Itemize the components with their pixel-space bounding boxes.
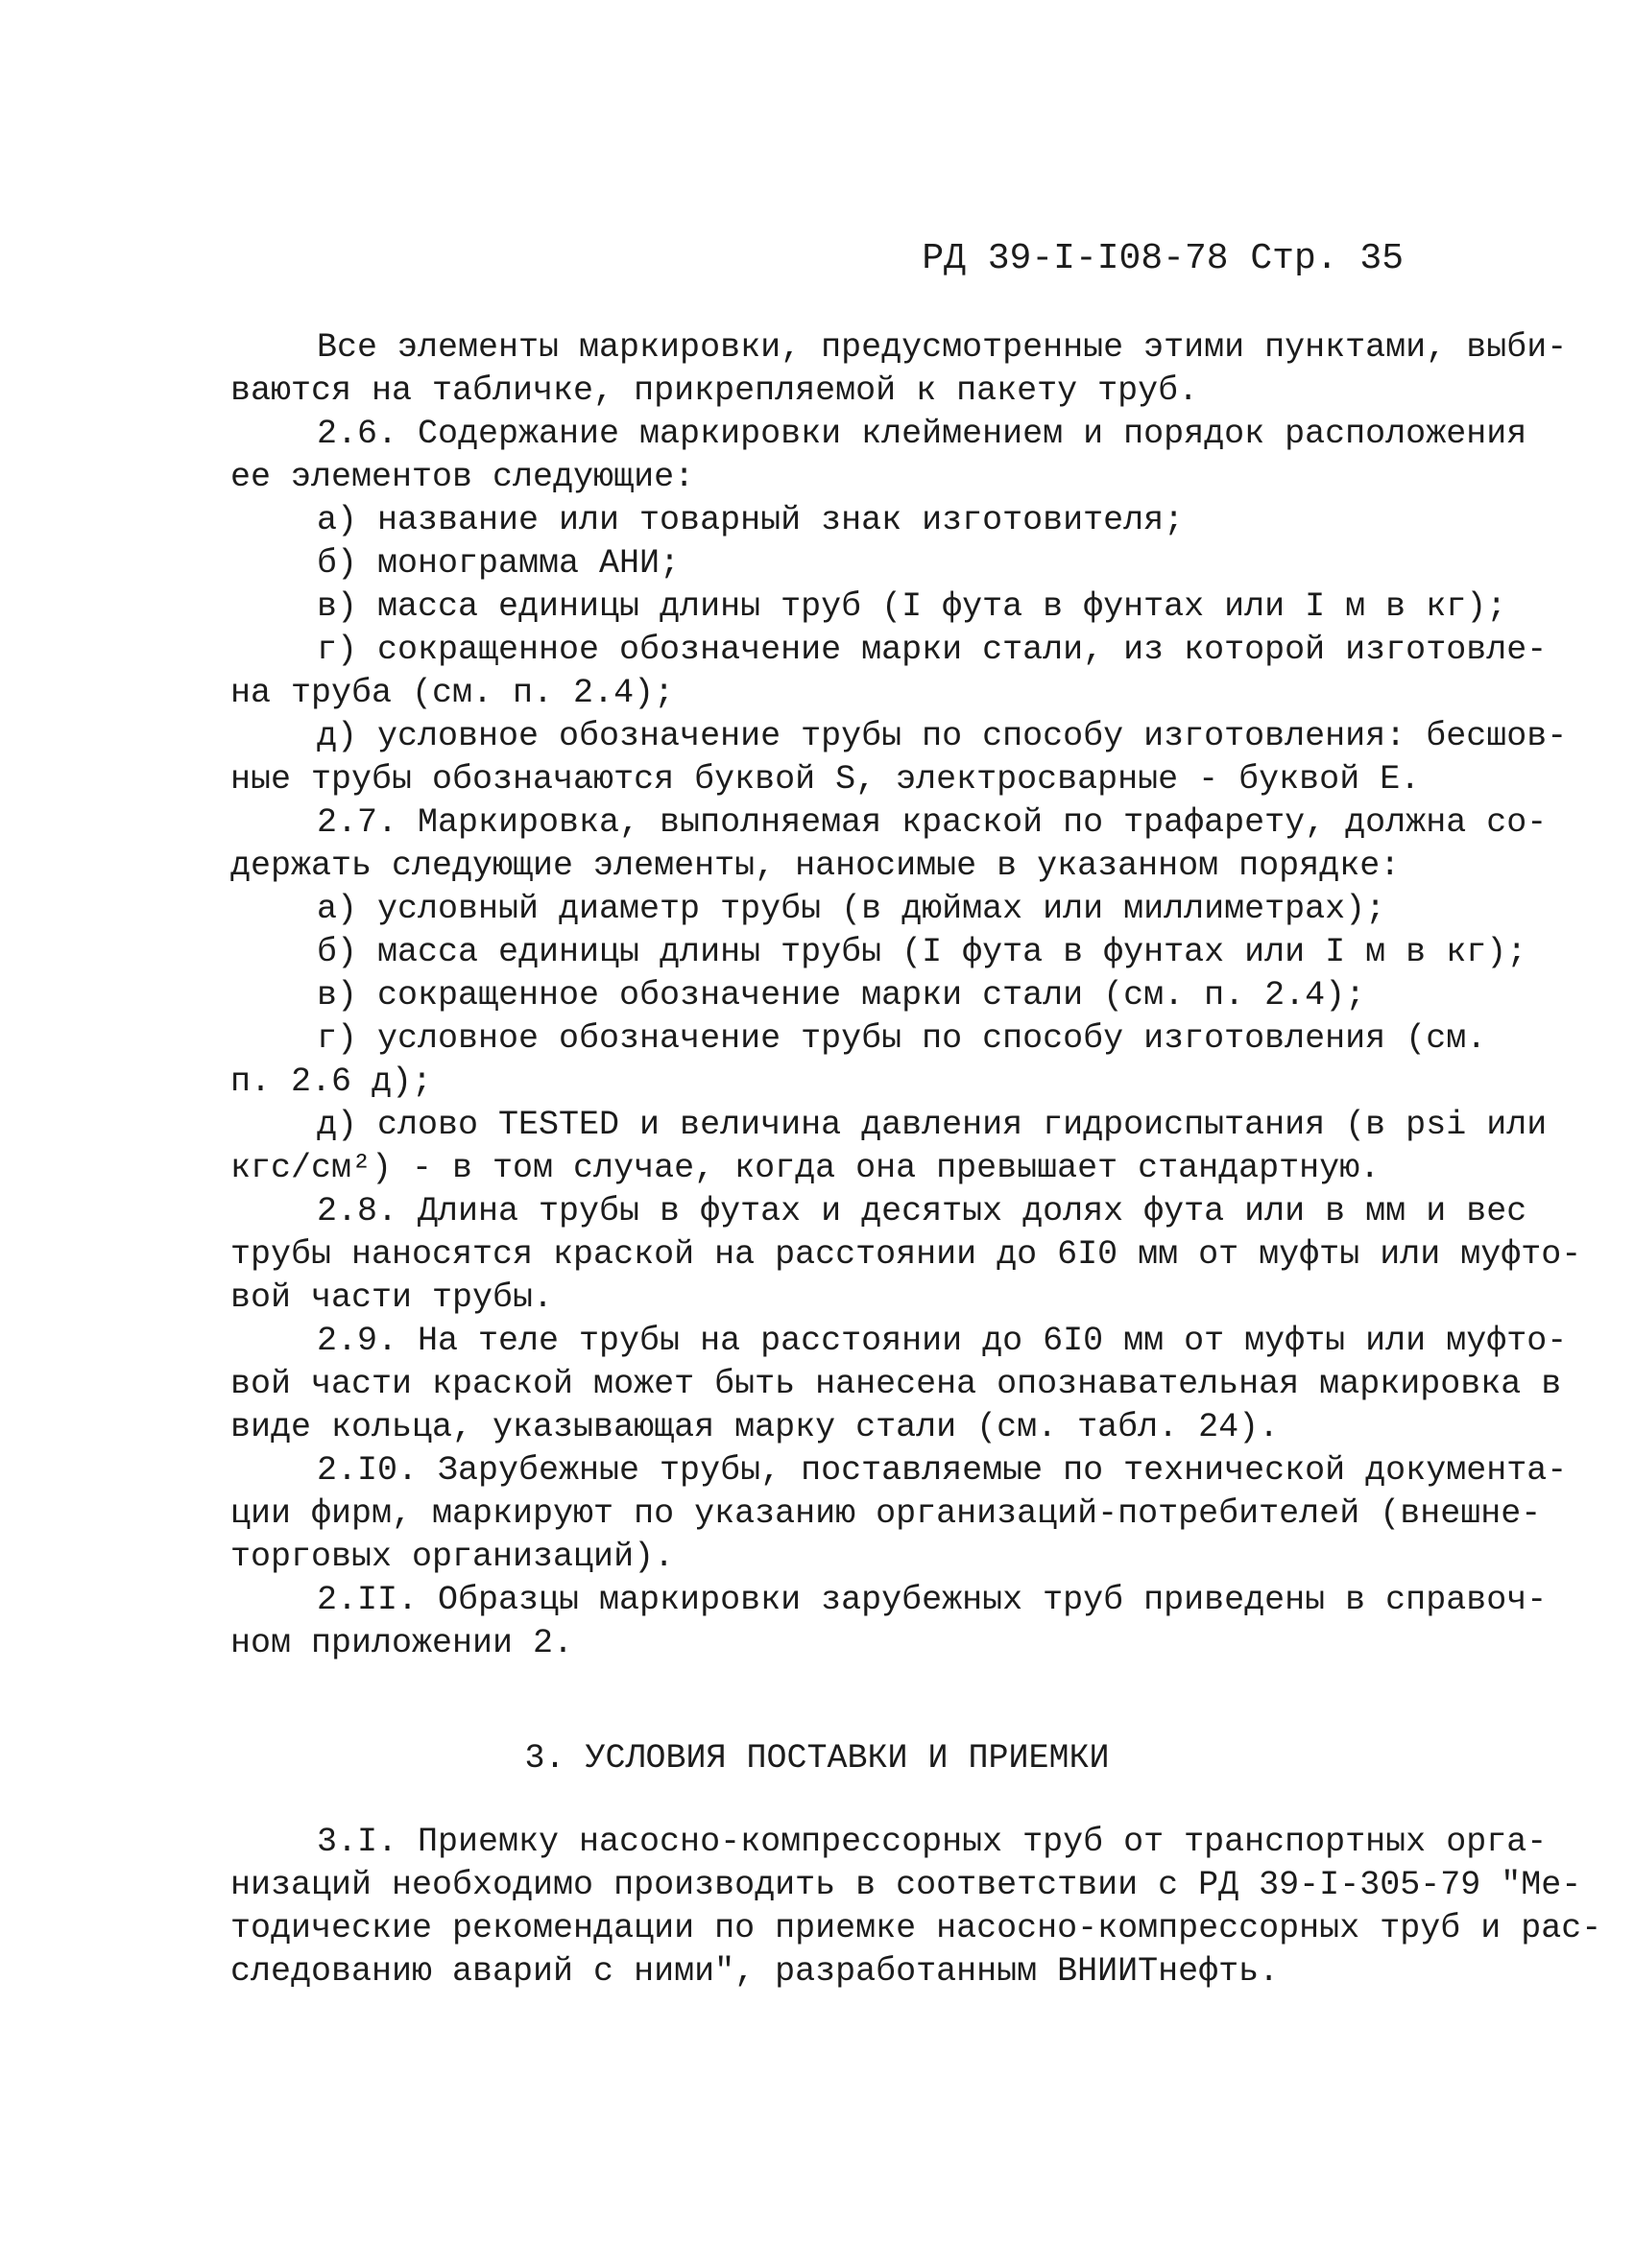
text-line: 2.9. На теле трубы на расстоянии до 6I0 мм от муфты или муфто- (317, 1322, 1568, 1360)
text-line: держать следующие элементы, наносимые в указанном порядке: (230, 847, 1401, 885)
text-line: в) масса единицы длины труб (I фута в фунтах или I м в кг); (317, 587, 1507, 626)
text-line: а) название или товарный знак изготовителя; (317, 501, 1185, 539)
text-line: 3.I. Приемку насосно-компрессорных труб от транспортных орга- (317, 1823, 1548, 1861)
text-line: торговых организаций). (230, 1538, 675, 1576)
text-line: ваются на табличке, прикрепляемой к пакету труб. (230, 371, 1199, 410)
text-line: п. 2.6 д); (230, 1062, 433, 1101)
text-line: 2.I0. Зарубежные трубы, поставляемые по технической документа- (317, 1451, 1568, 1490)
text-line: виде кольца, указывающая марку стали (см. табл. 24). (230, 1408, 1280, 1446)
text-line: д) условное обозначение трубы по способу изготовления: бесшов- (317, 717, 1568, 755)
text-line: в) сокращенное обозначение марки стали (см. п. 2.4); (317, 976, 1366, 1015)
text-line: г) условное обозначение трубы по способу изготовления (см. (317, 1019, 1487, 1058)
text-line: следованию аварий с ними", разработанным ВНИИТнефть. (230, 1952, 1280, 1991)
text-line: 2.8. Длина трубы в футах и десятых долях фута или в мм и вес (317, 1192, 1527, 1230)
text-line: вой части трубы. (230, 1278, 554, 1317)
text-line: б) масса единицы длины трубы (I фута в фунтах или I м в кг); (317, 933, 1527, 971)
section-3-text (230, 1821, 1602, 1993)
text-line: кгс/см²) - в том случае, когда она превышает стандартную. (230, 1149, 1381, 1187)
section-2-text (230, 326, 1582, 1665)
text-line: г) сокращенное обозначение марки стали, из которой изготовле- (317, 631, 1548, 669)
text-line: низаций необходимо производить в соответствии с РД 39-I-305-79 "Ме- (230, 1866, 1582, 1904)
text-line: тодические рекомендации по приемке насосно-компрессорных труб и рас- (230, 1909, 1602, 1947)
text-line: ции фирм, маркируют по указанию организаций-потребителей (внешне- (230, 1494, 1542, 1533)
text-line: ные трубы обозначаются буквой S, электросварные - буквой Е. (230, 760, 1421, 799)
text-line: вой части краской может быть нанесена опознавательная маркировка в (230, 1365, 1562, 1403)
text-line: Все элементы маркировки, предусмотренные этими пунктами, выби- (317, 328, 1568, 367)
text-line: а) условный диаметр трубы (в дюймах или миллиметрах); (317, 890, 1386, 928)
section-3-title: 3. УСЛОВИЯ ПОСТАВКИ И ПРИЕМКИ (524, 1739, 1110, 1778)
text-line: ном приложении 2. (230, 1624, 574, 1662)
text-line: трубы наносятся краской на расстоянии до 6I0 мм от муфты или муфто- (230, 1235, 1582, 1274)
text-line: 2.II. Образцы маркировки зарубежных труб приведены в справоч- (317, 1581, 1548, 1619)
text-line: 2.6. Содержание маркировки клеймением и порядок расположения (317, 415, 1527, 453)
text-line: на труба (см. п. 2.4); (230, 674, 675, 712)
text-line: б) монограмма АНИ; (317, 544, 681, 583)
page-header: РД 39-I-I08-78 Стр. 35 (922, 238, 1404, 279)
text-line: д) слово TESTED и величина давления гидроиспытания (в psi или (317, 1106, 1548, 1144)
text-line: ее элементов следующие: (230, 458, 695, 496)
text-line: 2.7. Маркировка, выполняемая краской по трафарету, должна со- (317, 803, 1548, 842)
